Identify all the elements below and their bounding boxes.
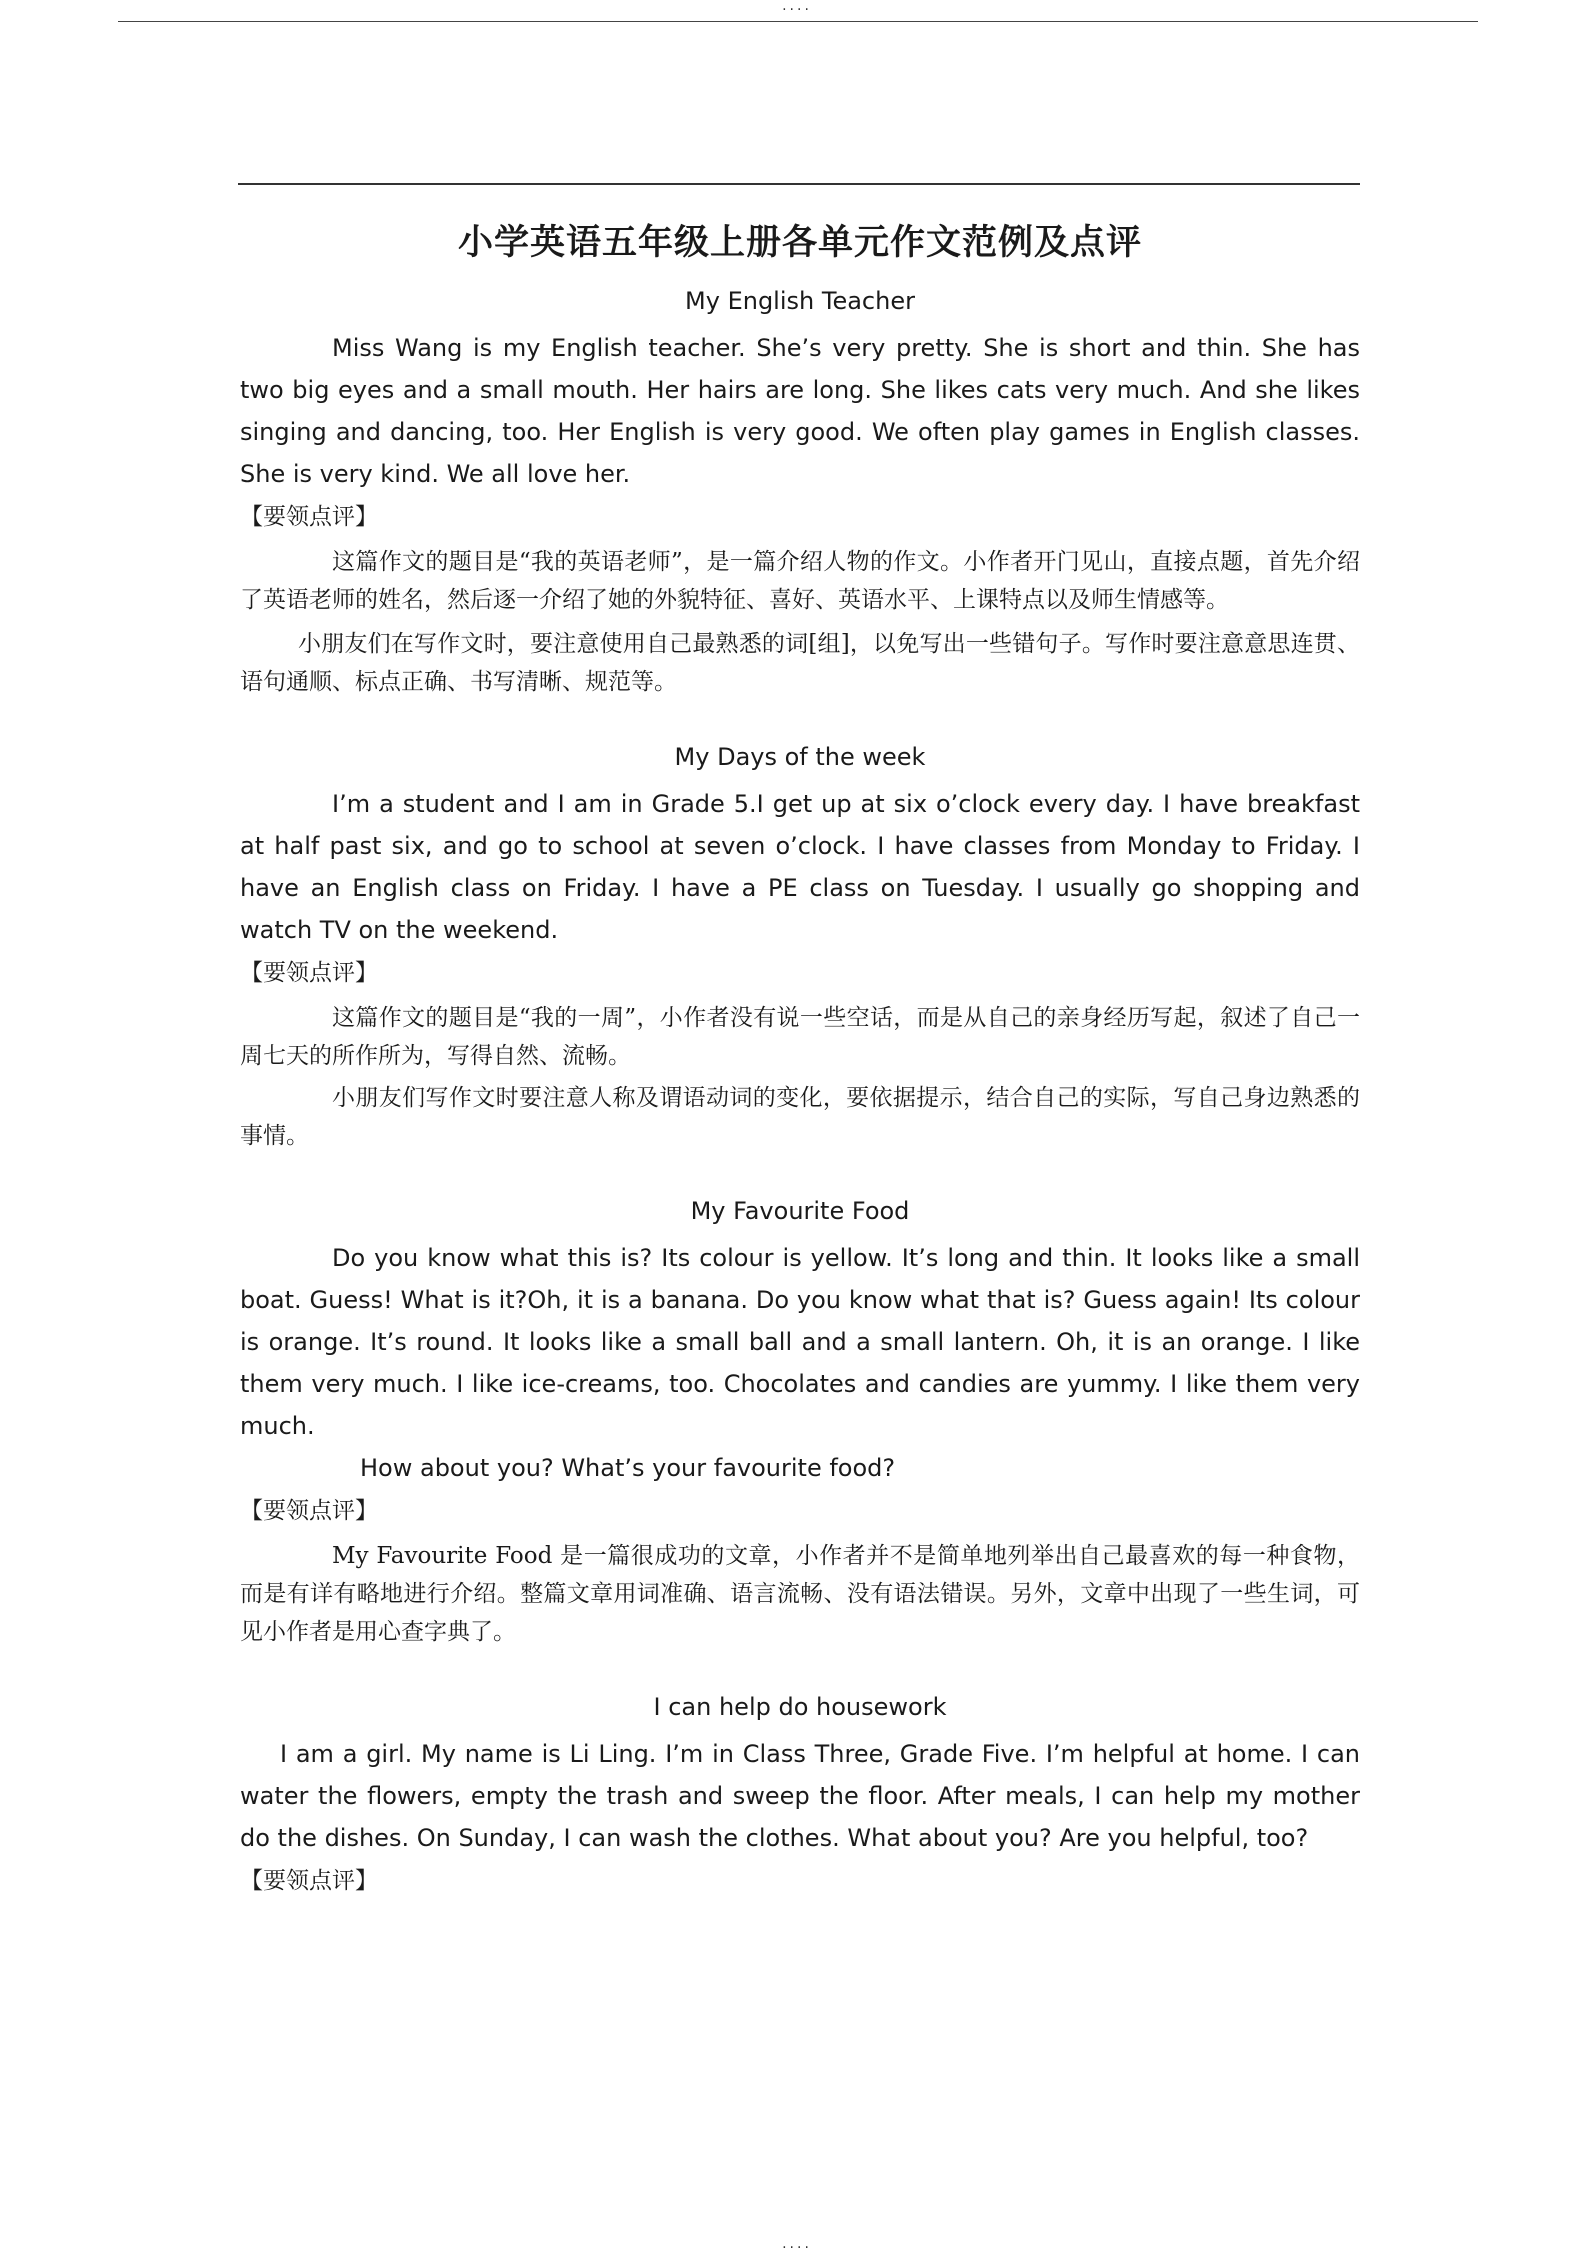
essay-title: My Favourite Food <box>690 1197 910 1225</box>
document-body <box>240 205 1360 1943</box>
essay-text: Do you know what this is? Its colour is yellow. It’s long and thin. It looks like a small boat. Guess! What is it?Oh, it is a banana. Do you know what that is? Guess again! Its colour is orange. It’s round. It looks like a small ball and a small lantern. Oh, it is an orange. I like them very much. I like ice-creams, too. Chocolates and candies are yummy. I like them very much. <box>240 1244 1360 1440</box>
essay-closing-line: How about you? What’s your favourite food? <box>360 1454 896 1482</box>
review-heading: 【要领点评】 <box>240 1498 378 1524</box>
document-title: 小学英语五年级上册各单元作文范例及点评 <box>457 222 1142 263</box>
review-paragraph: 这篇作文的题目是“我的一周”，小作者没有说一些空话，而是从自己的亲身经历写起，叙述了自己一周七天的所作所为，写得自然、流畅。 <box>240 1005 1360 1069</box>
section-my-favourite-food <box>240 1197 1360 1651</box>
review-paragraph: 小朋友们在写作文时，要注意使用自己最熟悉的词[组]，以免写出一些错句子。写作时要注意意思连贯、语句通顺、标点正确、书写清晰、规范等。 <box>240 631 1360 695</box>
review-paragraph: 小朋友们写作文时要注意人称及谓语动词的变化，要依据提示，结合自己的实际，写自己身边熟悉的事情。 <box>240 1085 1360 1149</box>
review-heading: 【要领点评】 <box>240 504 378 530</box>
essay-title: I can help do housework <box>653 1693 947 1721</box>
review-paragraph: My Favourite Food 是一篇很成功的文章，小作者并不是简单地列举出自己最喜欢的每一种食物，而是有详有略地进行介绍。整篇文章用词准确、语言流畅、没有语法错误。另外，文章中出现了一些生词，可见小作者是用心查字典了。 <box>240 1543 1360 1645</box>
review-heading: 【要领点评】 <box>240 960 378 986</box>
header-dots: .... <box>782 0 812 14</box>
section-i-can-help-do-housework <box>240 1693 1360 1901</box>
header-rule <box>118 21 1478 22</box>
review-heading: 【要领点评】 <box>240 1868 378 1894</box>
section-my-days-of-the-week <box>240 743 1360 1155</box>
title-rule <box>238 183 1360 185</box>
review-paragraph: 这篇作文的题目是“我的英语老师”，是一篇介绍人物的作文。小作者开门见山，直接点题，首先介绍了英语老师的姓名，然后逐一介绍了她的外貌特征、喜好、英语水平、上课特点以及师生情感等。 <box>240 549 1360 613</box>
essay-text: I’m a student and I am in Grade 5.I get up at six o’clock every day. I have breakfast at half past six, and go to school at seven o’clock. I have classes from Monday to Friday. I have an English class on Friday. I have a PE class on Tuesday. I usually go shopping and watch TV on the weekend. <box>240 790 1360 944</box>
essay-text: Miss Wang is my English teacher. She’s very pretty. She is short and thin. She has two big eyes and a small mouth. Her hairs are long. She likes cats very much. And she likes singing and dancing, too. Her English is very good. We often play games in English classes. She is very kind. We all love her. <box>240 334 1360 488</box>
essay-text: I am a girl. My name is Li Ling. I’m in Class Three, Grade Five. I’m helpful at home. I can water the flowers, empty the trash and sweep the floor. After meals, I can help my mother do the dishes. On Sunday, I can wash the clothes. What about you? Are you helpful, too? <box>240 1740 1360 1852</box>
essay-title: My Days of the week <box>674 743 926 771</box>
essay-title: My English Teacher <box>685 287 915 315</box>
footer-dots: .... <box>782 2236 812 2252</box>
section-my-english-teacher <box>240 287 1360 701</box>
